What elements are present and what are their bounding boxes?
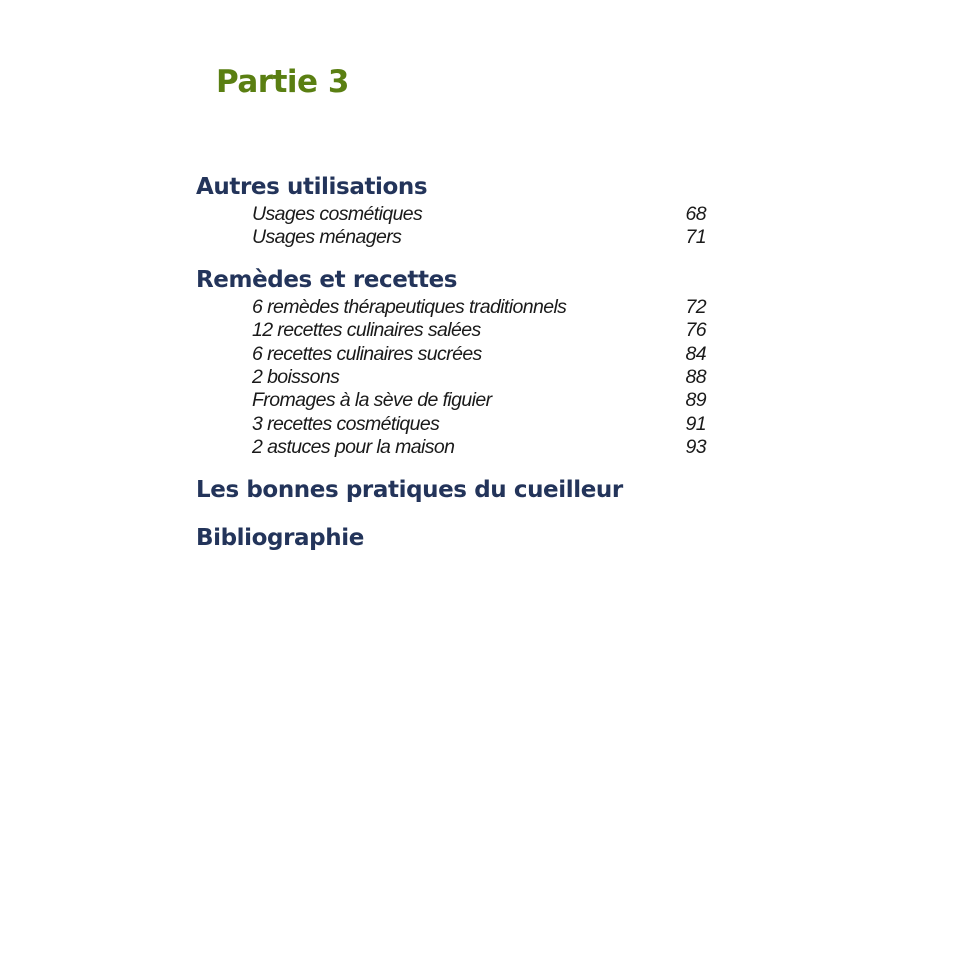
entry-label: 12 recettes culinaires salées [252, 319, 481, 342]
entry-page-number: 93 [685, 436, 706, 459]
toc-entry[interactable] [196, 366, 716, 389]
entry-list [196, 203, 716, 250]
table-of-contents [196, 171, 716, 554]
entry-label: 6 recettes culinaires sucrées [252, 342, 482, 365]
entry-list [196, 296, 716, 460]
toc-entry[interactable] [196, 296, 716, 319]
toc-entry[interactable] [196, 389, 716, 412]
entry-label: 2 astuces pour la maison [252, 436, 455, 459]
entry-label: Fromages à la sève de figuier [252, 389, 492, 412]
section-title[interactable]: Autres utilisations [196, 174, 428, 200]
toc-section-remedes-et-recettes [196, 264, 716, 460]
spacer [196, 460, 716, 474]
entry-label: 3 recettes cosmétiques [252, 412, 440, 435]
toc-section-autres-utilisations [196, 171, 716, 250]
entry-page-number: 91 [685, 412, 706, 435]
toc-entry[interactable] [196, 413, 716, 436]
entry-label: 2 boissons [252, 365, 340, 388]
entry-label: Usages cosmétiques [252, 203, 423, 225]
part-title: Partie 3 [216, 64, 349, 100]
toc-entry[interactable] [196, 319, 716, 342]
entry-page-number: 72 [685, 295, 706, 318]
entry-page-number: 89 [685, 389, 706, 412]
entry-page-number: 76 [685, 319, 706, 342]
spacer [196, 250, 716, 264]
toc-entry[interactable] [196, 226, 716, 249]
spacer [196, 506, 716, 522]
toc-section-bibliographie [196, 522, 716, 554]
entry-page-number: 88 [685, 365, 706, 388]
entry-page-number: 71 [685, 226, 706, 249]
entry-label: Usages ménagers [252, 226, 402, 249]
section-title[interactable]: Les bonnes pratiques du cueilleur [196, 476, 623, 503]
toc-section-bonnes-pratiques [196, 474, 716, 506]
entry-page-number: 84 [685, 342, 706, 365]
section-title[interactable]: Bibliographie [196, 524, 364, 551]
section-title[interactable]: Remèdes et recettes [196, 266, 458, 293]
toc-entry[interactable] [196, 343, 716, 366]
entry-label: 6 remèdes thérapeutiques traditionnels [252, 295, 567, 318]
toc-entry[interactable] [196, 436, 716, 459]
toc-entry[interactable] [196, 203, 716, 226]
entry-page-number: 68 [685, 203, 706, 225]
